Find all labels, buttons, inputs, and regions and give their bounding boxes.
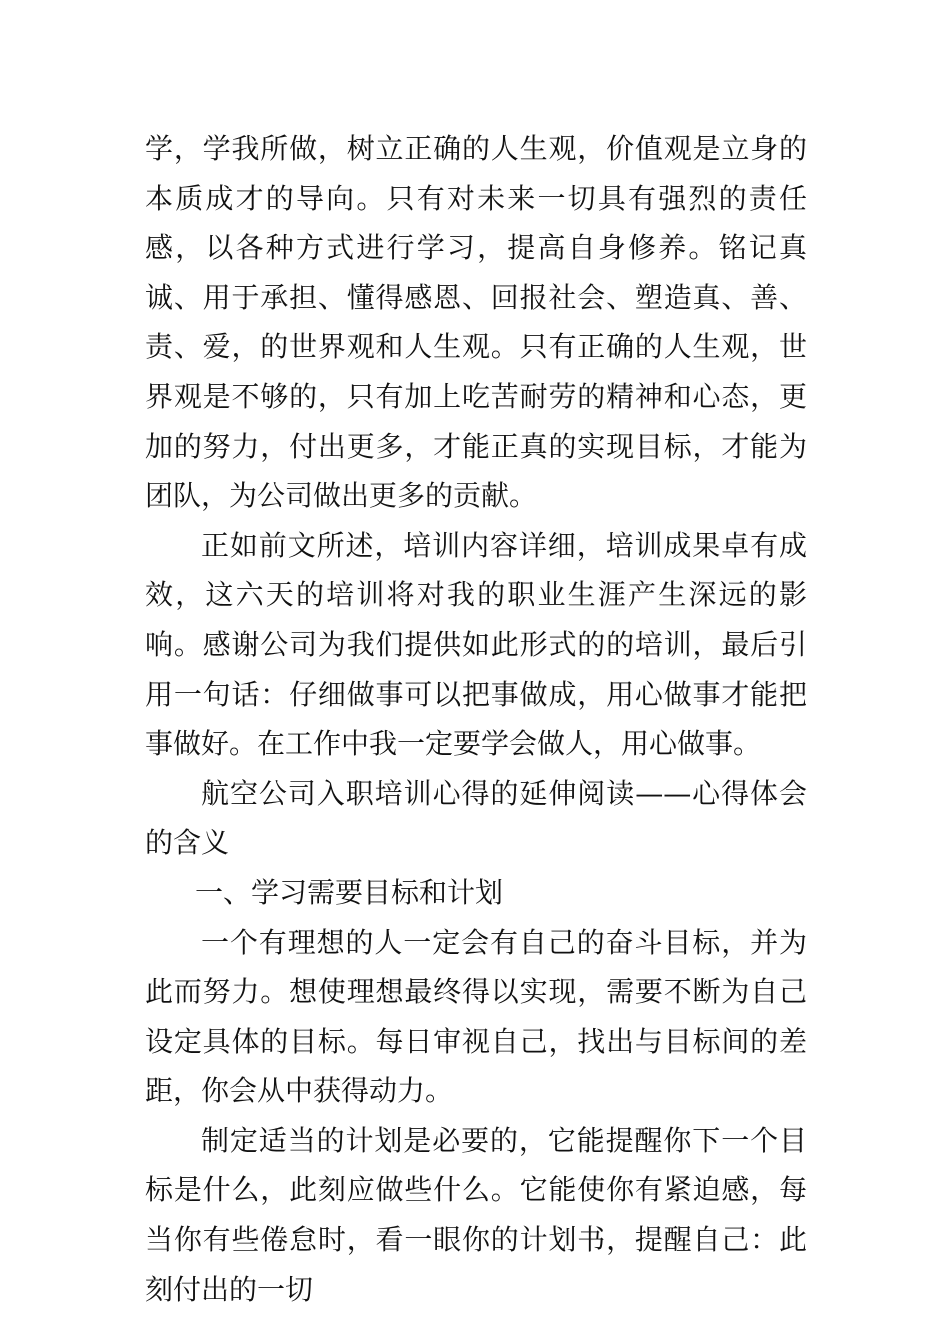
paragraph-2: 正如前文所述，培训内容详细，培训成果卓有成效，这六天的培训将对我的职业生涯产生深远的影响。感谢公司为我们提供如此形式的的培训，最后引用一句话：仔细做事可以把事做成，用心做事才能把事做好。在工作中我一定要学会做人，用心做事。 — [145, 528, 807, 761]
section-heading: 一、学习需要目标和计划 — [195, 875, 504, 909]
paragraph-4: 一个有理想的人一定会有自己的奋斗目标，并为此而努力。想使理想最终得以实现，需要不断为自己设定具体的目标。每日审视自己，找出与目标间的差距，你会从中获得动力。 — [145, 925, 807, 1108]
paragraph-1: 学，学我所做，树立正确的人生观，价值观是立身的本质成才的导向。只有对未来一切具有强烈的责任感，以各种方式进行学习，提高自身修养。铭记真诚、用于承担、懂得感恩、回报社会、塑造真、善、责、爱，的世界观和人生观。只有正确的人生观，世界观是不够的，只有加上吃苦耐劳的精神和心态，更加的努力，付出更多，才能正真的实现目标，才能为团队，为公司做出更多的贡献。 — [145, 132, 807, 513]
paragraph-3: 航空公司入职培训心得的延伸阅读——心得体会的含义 — [145, 776, 807, 860]
paragraph-5: 制定适当的计划是必要的，它能提醒你下一个目标是什么，此刻应做些什么。它能使你有紧迫感，每当你有些倦怠时，看一眼你的计划书，提醒自己：此刻付出的一切 — [145, 1123, 807, 1306]
document-body — [145, 124, 807, 1314]
